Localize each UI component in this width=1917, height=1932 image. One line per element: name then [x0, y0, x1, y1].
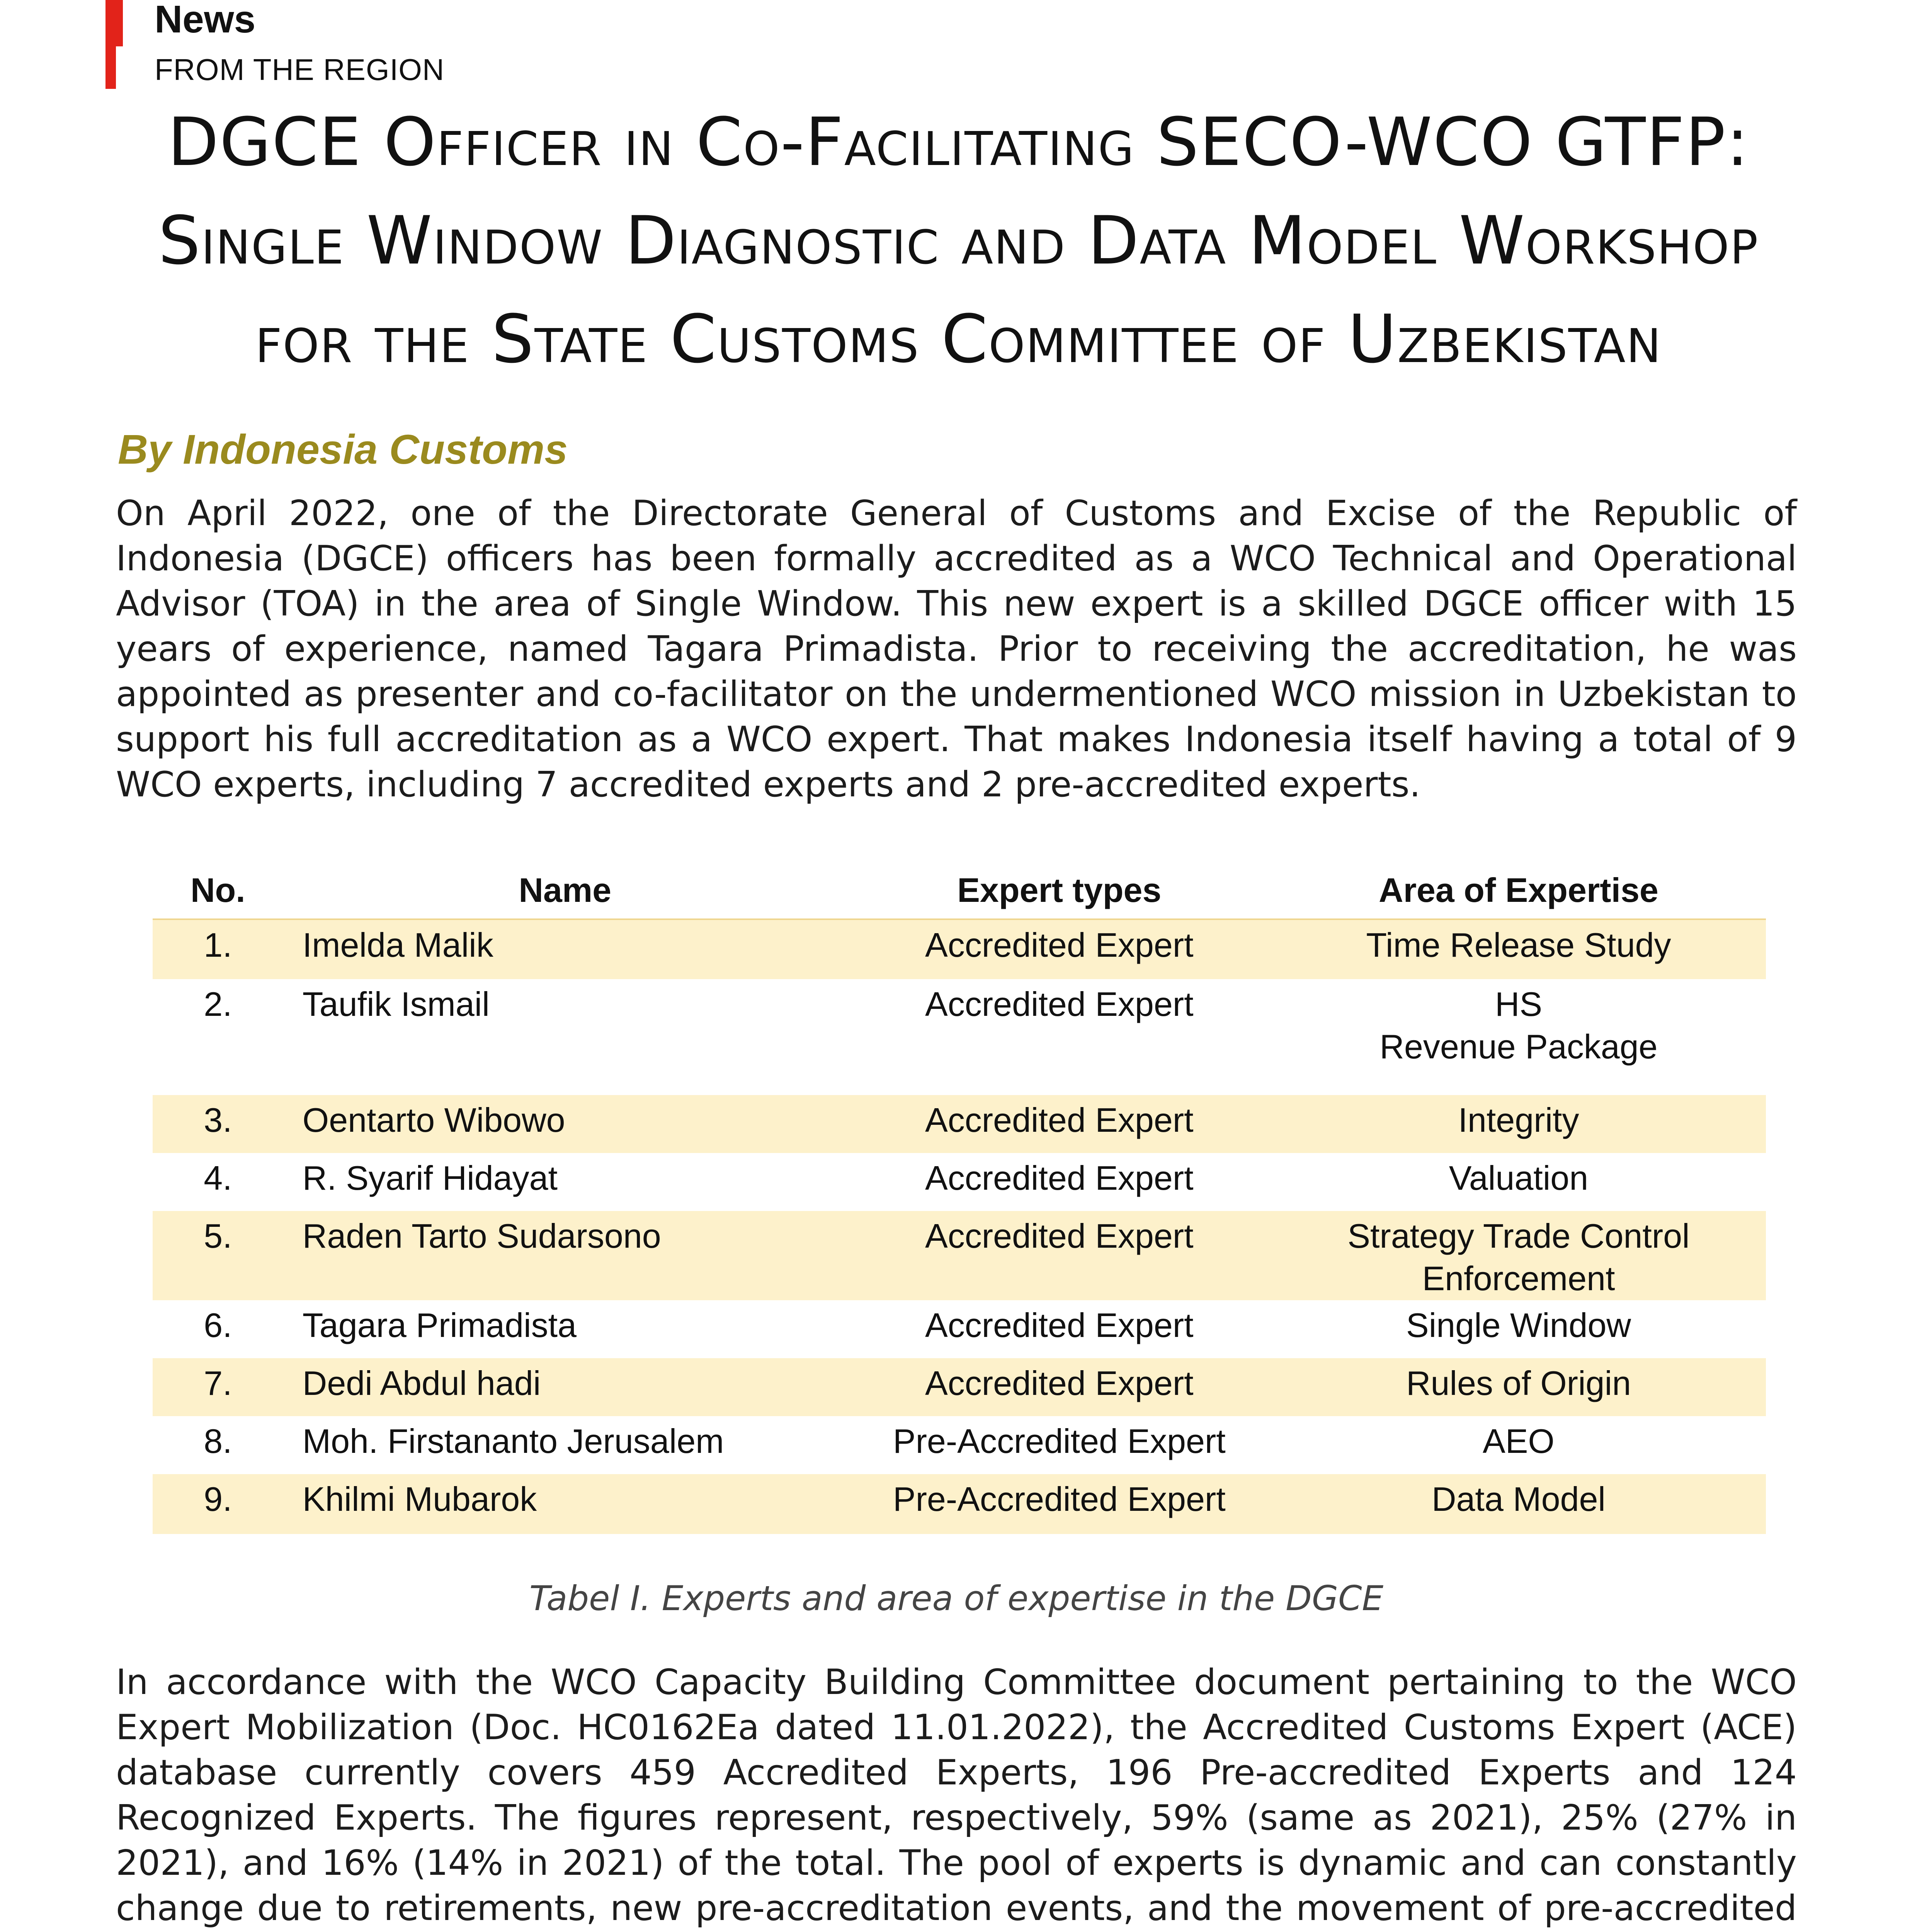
column-header-name: Name: [283, 862, 847, 919]
title-line: for the State Customs Committee of Uzbekistan: [255, 300, 1662, 378]
subsection-label: FROM THE REGION: [155, 53, 445, 87]
cell-area: [1271, 1211, 1766, 1300]
cell-name: R. Syarif Hidayat: [302, 1159, 558, 1197]
cell-no: 9.: [204, 1480, 232, 1518]
article-title: [58, 93, 1859, 388]
intro-paragraph: On April 2022, one of the Directorate General of Customs and Excise of the Republic of Indonesia (DGCE) officers has been formally accredited as a WCO Technical and Operational Advisor (TOA) in the area of Single Window. This new expert is a skilled DGCE officer with 15 years of experience, named Tagara Primadista. Prior to receiving the accreditation, he was appointed as presenter and co-facilitator on the undermentioned WCO mission in Uzbekistan to support his full accreditation as a WCO expert. That makes Indonesia itself having a total of 9 WCO experts, including 7 accredited experts and 2 pre-accredited experts.: [116, 493, 1797, 805]
cell-area: Integrity: [1458, 1101, 1579, 1139]
cell-type: Accredited Expert: [925, 1101, 1194, 1139]
section-marker-block: [105, 0, 123, 46]
cell-no: 2.: [204, 985, 232, 1023]
cell-name: Tagara Primadista: [302, 1306, 577, 1344]
cell-no: 6.: [204, 1306, 232, 1344]
table-row: [153, 1358, 1766, 1416]
table-row: [153, 979, 1766, 1095]
table-row: [153, 1153, 1766, 1211]
column-header-type: Expert types: [847, 862, 1271, 919]
cell-no: 4.: [204, 1159, 232, 1197]
cell-type: Accredited Expert: [925, 1217, 1194, 1255]
cell-area-line: Strategy Trade Control: [1347, 1217, 1690, 1255]
section-label: News: [155, 0, 256, 41]
cell-area: Single Window: [1406, 1306, 1631, 1344]
cell-type: Accredited Expert: [925, 1364, 1194, 1402]
cell-no: 3.: [204, 1101, 232, 1139]
cell-type: Accredited Expert: [925, 985, 1194, 1023]
cell-name: Moh. Firstananto Jerusalem: [302, 1422, 724, 1460]
cell-type: Accredited Expert: [925, 926, 1194, 964]
experts-table: [153, 862, 1766, 1534]
cell-area-line: Revenue Package: [1379, 1027, 1658, 1066]
cell-no: 1.: [204, 926, 232, 964]
cell-no: 5.: [204, 1217, 232, 1255]
cell-type: Accredited Expert: [925, 1306, 1194, 1344]
cell-type: Accredited Expert: [925, 1159, 1194, 1197]
cell-type: Pre-Accredited Expert: [893, 1480, 1226, 1518]
table-header-row: [153, 862, 1766, 919]
cell-area: Time Release Study: [1366, 926, 1671, 964]
table-row: [153, 1211, 1766, 1300]
cell-no: 8.: [204, 1422, 232, 1460]
cell-name: Dedi Abdul hadi: [302, 1364, 541, 1402]
table-row: [153, 1416, 1766, 1474]
table-row: [153, 919, 1766, 979]
cell-name: Khilmi Mubarok: [302, 1480, 537, 1518]
column-header-area: Area of Expertise: [1271, 862, 1766, 919]
cell-name: Taufik Ismail: [302, 985, 490, 1023]
cell-name: Imelda Malik: [302, 926, 493, 964]
body-paragraph: In accordance with the WCO Capacity Building Committee document pertaining to the WCO Expert Mobilization (Doc. HC0162Ea dated 11.01.2022), the Accredited Customs Expert (ACE) database currently covers 459 Accredited Experts, 196 Pre-accredited Experts and 124 Recognized Experts. The figures represent, respectively, 59% (same as 2021), 25% (27% in 2021), and 16% (14% in 2021) of the total. The pool of experts is dynamic and can constantly change due to retirements, new pre-accreditation events, and the movement of pre-accredited: [116, 1662, 1797, 1929]
cell-area-line: HS: [1495, 985, 1543, 1023]
table-row: [153, 1300, 1766, 1358]
table-row: [153, 1474, 1766, 1534]
title-line: Single Window Diagnostic and Data Model Workshop: [158, 202, 1759, 279]
cell-no: 7.: [204, 1364, 232, 1402]
cell-type: Pre-Accredited Expert: [893, 1422, 1226, 1460]
table-caption: Tabel I. Experts and area of expertise in the DGCE: [529, 1578, 1384, 1618]
cell-area: [1271, 979, 1766, 1095]
title-line: DGCE Officer in Co-Facilitating SECO-WCO GTFP:: [167, 103, 1750, 181]
cell-area: Rules of Origin: [1406, 1364, 1631, 1402]
cell-area-line: Enforcement: [1422, 1259, 1615, 1298]
cell-area: Valuation: [1449, 1159, 1589, 1197]
column-header-no: No.: [153, 862, 283, 919]
cell-area: Data Model: [1431, 1480, 1606, 1518]
cell-area: AEO: [1483, 1422, 1555, 1460]
cell-name: Oentarto Wibowo: [302, 1101, 565, 1139]
cell-name: Raden Tarto Sudarsono: [302, 1217, 661, 1255]
table-row: [153, 1095, 1766, 1153]
byline: By Indonesia Customs: [118, 426, 568, 473]
